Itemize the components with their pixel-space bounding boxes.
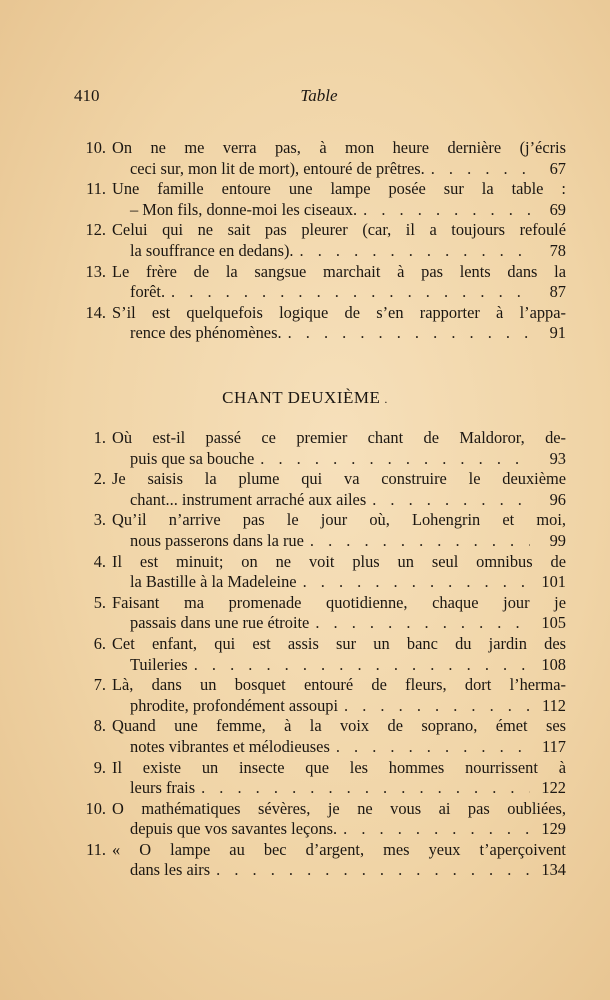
entry-number: 10. — [85, 138, 106, 157]
dot-leader — [194, 655, 530, 676]
entry-text-line1: On ne me verra pas, à mon heure dernière (j’écris — [112, 138, 566, 157]
entry-number: 1. — [93, 428, 106, 447]
entry-text-line2-row — [74, 323, 566, 344]
entry-text-line2: ceci sur, mon lit de mort), entouré de prêtres. — [130, 158, 425, 178]
toc-entry — [74, 510, 566, 551]
toc-section-chant-deuxieme — [74, 428, 566, 881]
entry-number: 14. — [85, 302, 106, 322]
entry-number: 2. — [93, 469, 106, 489]
entry-page-number: 96 — [549, 489, 566, 509]
entry-text-line2: – Mon fils, donne-moi les ciseaux. — [130, 199, 358, 219]
toc-entry — [74, 552, 566, 593]
entry-number: 13. — [85, 261, 106, 281]
dot-leader — [300, 241, 530, 262]
toc-entry — [74, 758, 566, 799]
toc-section-chant-premier — [74, 138, 566, 344]
toc-entry — [74, 138, 566, 179]
entry-text-line2-row — [74, 200, 566, 221]
toc-entry — [74, 593, 566, 634]
entry-text-line2-row — [74, 282, 566, 303]
entry-text-line1: Je saisis la plume qui va construire le deuxième — [112, 469, 566, 489]
entry-page-number: 87 — [549, 282, 566, 302]
entry-text-line1: Là, dans un bosquet entouré de fleurs, dort l’herma- — [112, 675, 566, 695]
toc-entry — [74, 469, 566, 510]
entry-text-line2: leurs frais — [130, 778, 196, 798]
entry-text-line2: chant... instrument arraché aux ailes — [130, 489, 367, 509]
entry-text-line1: Il est minuit; on ne voit plus un seul omnibus de — [112, 551, 566, 571]
entry-text-line1: Qu’il n’arrive pas le jour où, Lohengrin et moi, — [112, 510, 566, 530]
entry-page-number: 67 — [549, 158, 566, 178]
dot-leader — [310, 531, 530, 552]
toc-entry — [74, 262, 566, 303]
toc-entry — [74, 840, 566, 881]
entry-text-line2: Tuileries — [130, 654, 188, 674]
entry-text-line1: Celui qui ne sait pas pleurer (car, il a toujours refoulé — [112, 220, 566, 240]
entry-text-line1: Où est-il passé ce premier chant de Maldoror, de- — [112, 428, 566, 447]
entry-page-number: 108 — [541, 654, 566, 674]
entry-number: 11. — [86, 179, 106, 199]
entry-text-line2-row — [74, 531, 566, 552]
entry-text-line1: Faisant ma promenade quotidienne, chaque jour je — [112, 592, 566, 612]
entry-text-line2-row — [74, 860, 566, 881]
entry-text-line1: Une famille entoure une lampe posée sur la table : — [112, 179, 566, 199]
dot-leader — [343, 819, 530, 840]
running-title: Table — [300, 86, 338, 105]
entry-text-line2-row — [74, 655, 566, 676]
dot-leader — [303, 572, 530, 593]
entry-text-line2: phrodite, profondément assoupi — [130, 695, 339, 715]
dot-leader — [344, 696, 530, 717]
entry-text-line2-row — [74, 241, 566, 262]
entry-page-number: 93 — [549, 448, 566, 468]
entry-text-line2: puis que sa bouche — [130, 448, 255, 468]
toc-entry — [74, 799, 566, 840]
entry-text-line1: Il existe un insecte que les hommes nourrissent à — [112, 757, 566, 777]
entry-text-line1: Quand une femme, à la voix de soprano, émet ses — [112, 716, 566, 736]
entry-page-number: 112 — [542, 695, 566, 715]
entry-number: 9. — [93, 757, 106, 777]
entry-text-line2: depuis que vos savantes leçons. — [130, 819, 338, 839]
entry-text-line2-row — [74, 737, 566, 758]
dot-leader — [372, 490, 530, 511]
entry-text-line2-row — [74, 449, 566, 470]
entry-text-line2: dans les airs — [130, 860, 211, 880]
entry-text-line2-row — [74, 490, 566, 511]
entry-text-line2-row — [74, 159, 566, 180]
toc-entry — [74, 716, 566, 757]
page-header — [74, 86, 564, 110]
dot-leader — [288, 323, 530, 344]
entry-text-line2: la Bastille à la Madeleine — [130, 572, 297, 592]
entry-text-line2-row — [74, 778, 566, 799]
entry-text-line2-row — [74, 613, 566, 634]
chant-mark: . — [384, 392, 388, 406]
entry-number: 8. — [93, 716, 106, 736]
dot-leader — [260, 449, 530, 470]
entry-number: 6. — [93, 633, 106, 653]
entry-number: 11. — [86, 839, 106, 859]
entry-number: 4. — [93, 551, 106, 571]
entry-number: 10. — [85, 798, 106, 818]
entry-text-line1: S’il est quelquefois logique de s’en rapporter à l’appa- — [112, 302, 566, 322]
entry-number: 7. — [93, 675, 106, 695]
entry-page-number: 101 — [541, 572, 566, 592]
entry-text-line2: nous passerons dans la rue — [130, 530, 304, 550]
entry-page-number: 105 — [541, 613, 566, 633]
entry-page-number: 78 — [549, 240, 566, 260]
page-number: 410 — [74, 86, 100, 105]
chant-heading — [0, 388, 610, 408]
entry-page-number: 122 — [541, 778, 566, 798]
entry-text-line2: passais dans une rue étroite — [130, 613, 310, 633]
entry-text-line2: forêt. — [130, 282, 166, 302]
dot-leader — [216, 860, 530, 881]
toc-entry — [74, 675, 566, 716]
toc-entry — [74, 179, 566, 220]
entry-number: 5. — [93, 592, 106, 612]
dot-leader — [336, 737, 530, 758]
entry-text-line2: rence des phénomènes. — [130, 323, 282, 343]
entry-page-number: 69 — [549, 199, 566, 219]
entry-text-line1: Le frère de la sangsue marchait à pas lents dans la — [112, 261, 566, 281]
entry-number: 12. — [85, 220, 106, 240]
entry-text-line2-row — [74, 696, 566, 717]
toc-entry — [74, 428, 566, 469]
dot-leader — [431, 159, 530, 180]
entry-text-line2: la souffrance en dedans). — [130, 240, 294, 260]
toc-entry — [74, 220, 566, 261]
entry-text-line2-row — [74, 819, 566, 840]
dot-leader — [315, 613, 530, 634]
entry-page-number: 91 — [549, 323, 566, 343]
entry-page-number: 117 — [542, 736, 566, 756]
entry-number: 3. — [93, 510, 106, 530]
dot-leader — [201, 778, 530, 799]
entry-text-line1: « O lampe au bec d’argent, mes yeux t’aperçoivent — [112, 839, 566, 859]
chant-title: CHANT DEUXIÈME — [222, 388, 381, 407]
toc-entry — [74, 634, 566, 675]
entry-page-number: 129 — [541, 819, 566, 839]
entry-text-line1: Cet enfant, qui est assis sur un banc du jardin des — [112, 633, 566, 653]
toc-entry — [74, 303, 566, 344]
entry-page-number: 134 — [541, 860, 566, 880]
entry-page-number: 99 — [549, 530, 566, 550]
entry-text-line2: notes vibrantes et mélodieuses — [130, 736, 330, 756]
dot-leader — [171, 282, 530, 303]
dot-leader — [363, 200, 530, 221]
entry-text-line1: O mathématiques sévères, je ne vous ai pas oubliées, — [112, 798, 566, 818]
entry-text-line2-row — [74, 572, 566, 593]
